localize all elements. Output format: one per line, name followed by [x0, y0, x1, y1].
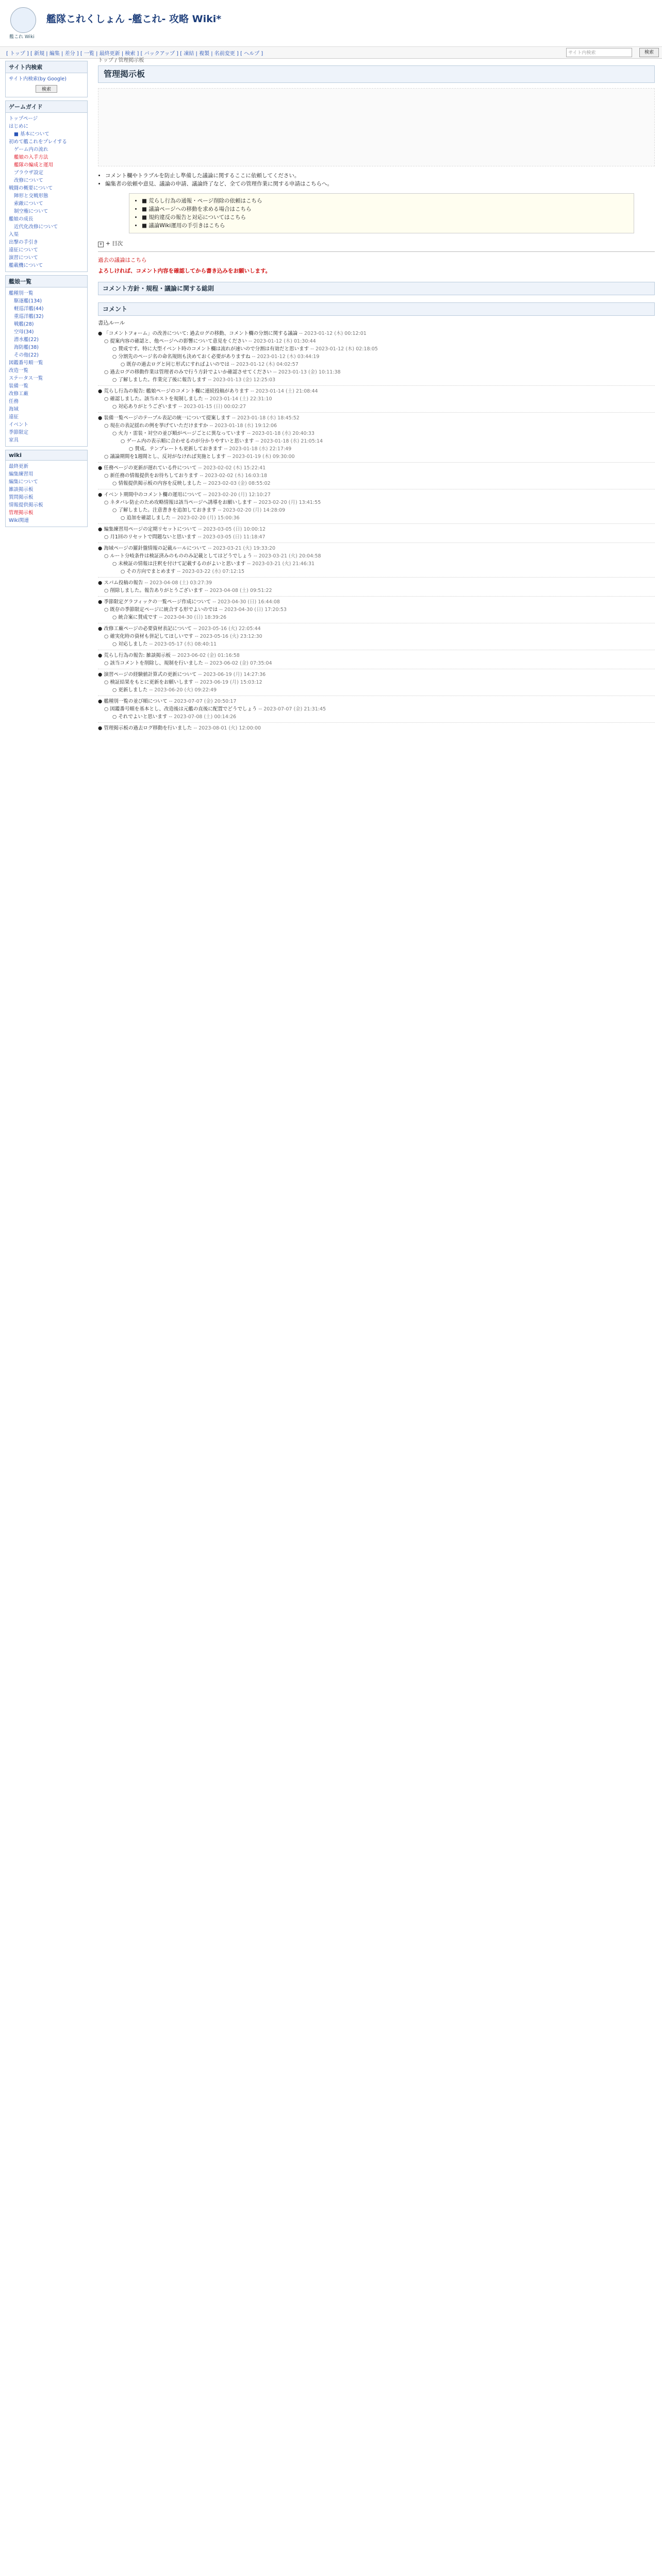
- sidebar-link[interactable]: ブラウザ設定: [14, 170, 44, 176]
- search-input[interactable]: サイト内検索: [566, 48, 632, 57]
- comment-text: 新任務の情報提供をお待ちしております: [110, 473, 198, 479]
- bullet-icon: ○: [104, 369, 110, 375]
- breadcrumb[interactable]: トップ / 管理掲示板: [98, 58, 144, 63]
- sidebar-link[interactable]: 潜水艦(22): [14, 337, 39, 343]
- comment-item[interactable]: [98, 464, 655, 472]
- sidebar-link[interactable]: 軽巡洋艦(44): [14, 306, 44, 312]
- comment-date: -- 2023-02-02 (木) 16:03:18: [200, 473, 268, 479]
- comment-text: 検証結果をもとに更新をお願いします: [110, 680, 193, 685]
- sidebar-link[interactable]: 海防艦(38): [14, 345, 39, 350]
- bullet-icon: ●: [98, 599, 104, 605]
- comment-date: -- 2023-02-02 (木) 15:22:41: [198, 465, 266, 471]
- comment-text: その方向でまとめます: [126, 569, 176, 574]
- sidebar-link[interactable]: 遠征: [9, 414, 19, 420]
- notice-box-list: [134, 197, 630, 230]
- comment-separator: [98, 385, 655, 386]
- bullet-icon: ●: [98, 331, 104, 336]
- comment-text: 荒らし行為の報告: 雑談掲示板: [104, 653, 171, 658]
- sidebar-link[interactable]: 任務: [9, 399, 19, 404]
- comment-item[interactable]: [98, 361, 655, 368]
- sidebar-link[interactable]: 近代化改修について: [14, 224, 58, 230]
- comment-separator: [98, 462, 655, 463]
- comment-separator: [98, 523, 655, 524]
- section-comments: コメント: [98, 302, 655, 316]
- comment-text: イベント期間中のコメント欄の運用について: [104, 492, 202, 498]
- sidebar-link[interactable]: 装備一覧: [9, 383, 29, 389]
- comment-item[interactable]: [98, 579, 655, 587]
- toc-label: + 目次: [106, 241, 123, 247]
- comment-date: -- 2023-06-02 (金) 07:35:04: [204, 660, 272, 666]
- comments-header[interactable]: 書込ルール: [98, 320, 125, 326]
- sidebar-link[interactable]: 最終更新: [9, 464, 29, 469]
- sidebar-search-label: サイト内検索(by Google): [9, 76, 67, 82]
- sidebar-link[interactable]: ■ 基本について: [14, 131, 49, 137]
- comment-date: -- 2023-05-17 (水) 08:40:11: [149, 641, 217, 647]
- comment-date: -- 2023-04-08 (土) 03:27:39: [144, 580, 212, 586]
- sidebar-misc-head: wiki: [6, 450, 87, 461]
- bullet-icon: ●: [98, 492, 104, 498]
- bullet-icon: ●: [98, 527, 104, 532]
- comment-date: -- 2023-07-08 (土) 00:14:26: [169, 714, 237, 720]
- sidebar-link[interactable]: 空母(34): [14, 329, 34, 335]
- sidebar-link[interactable]: 艦娘の入手方法: [14, 155, 48, 160]
- comment-text: 過去ログの移動作業は管理者のみで行う方針でよいか確認させてください: [110, 369, 272, 375]
- sidebar-link[interactable]: 艦娘の成長: [9, 216, 34, 222]
- notice-box-link[interactable]: • ■ 議論ページへの移動を求める場合はこちら: [142, 205, 630, 213]
- sidebar-link[interactable]: ステータス一覧: [9, 376, 43, 381]
- bullet-icon: ●: [98, 388, 104, 394]
- bullet-icon: ●: [98, 725, 104, 731]
- sidebar-link[interactable]: はじめに: [9, 124, 29, 129]
- bullet-icon: ○: [112, 561, 119, 567]
- sidebar-link[interactable]: 戦闘の概要について: [9, 185, 53, 191]
- comment-date: -- 2023-04-30 (日) 17:20:53: [219, 607, 287, 613]
- comment-item[interactable]: [98, 679, 655, 686]
- comment-item[interactable]: [98, 330, 655, 337]
- bullet-icon: ○: [112, 481, 119, 486]
- comment-text: 分割先のページ名の命名規則も決めておく必要がありますね: [118, 354, 251, 360]
- comment-item[interactable]: [98, 633, 655, 640]
- sidebar-nav-list: [6, 113, 87, 272]
- comment-text: 既存の過去ログと同じ形式にすればよいのでは: [126, 362, 230, 367]
- sidebar-link[interactable]: 編集練習用: [9, 471, 34, 477]
- sidebar-link[interactable]: 家具: [9, 437, 19, 443]
- comment-date: -- 2023-01-18 (水) 19:12:06: [209, 423, 277, 429]
- bullet-icon: ○: [121, 569, 127, 574]
- comment-text: 管理掲示板の過去ログ移動を行いました: [104, 725, 192, 731]
- comment-text: 賛成。テンプレートも更新しておきます: [135, 446, 223, 452]
- red-note: よろしければ、コメント内容を確認してから書き込みをお願いします。: [98, 268, 271, 274]
- page-title: 管理掲示板: [98, 65, 655, 83]
- comment-date: -- 2023-03-21 (火) 19:33:20: [208, 546, 275, 551]
- search-button[interactable]: 検索: [639, 48, 659, 57]
- notice-item: • コメント欄やトラブルを防止し準備した議論に関するここに依頼してください。: [105, 172, 655, 180]
- comment-text: ネタバレ防止のため攻略情報は該当ページへ誘導をお願いします: [110, 500, 252, 505]
- comment-text: 追加を確認しました: [126, 515, 171, 521]
- bullet-icon: ●: [98, 415, 104, 421]
- comment-item[interactable]: [98, 526, 655, 533]
- sidebar-link[interactable]: 演習について: [9, 255, 38, 261]
- bullet-icon: ○: [104, 473, 110, 479]
- sidebar-misc-box: [5, 450, 88, 527]
- comment-date: -- 2023-01-12 (木) 01:30:44: [248, 338, 316, 344]
- bullet-icon: ○: [121, 515, 127, 521]
- bullet-icon: ○: [112, 641, 119, 647]
- comment-date: -- 2023-07-07 (金) 20:50:17: [169, 699, 237, 704]
- sidebar-link[interactable]: トップページ: [9, 116, 38, 122]
- comment-date: -- 2023-01-14 (土) 21:08:44: [250, 388, 318, 394]
- sidebar-link[interactable]: 初めて艦これをプレイする: [9, 139, 67, 145]
- site-logo[interactable]: [10, 7, 36, 33]
- comment-separator: [98, 596, 655, 597]
- sidebar-link[interactable]: Wiki関連: [9, 518, 29, 523]
- ad-banner: [98, 88, 655, 166]
- bullet-icon: ○: [104, 680, 110, 685]
- comment-text: 任務ページの更新が遅れている件について: [104, 465, 197, 471]
- top-menu-links[interactable]: [ トップ ] [ 新規 | 編集 | 差分 ] [ 一覧 | 最終更新 | 検索 ] [ バックアップ ] [ 凍結 | 複製 | 名前変更 ] [ ヘルプ ]: [6, 51, 263, 57]
- comment-date: -- 2023-03-21 (火) 20:04:58: [253, 553, 321, 559]
- comment-list: [98, 330, 655, 732]
- comment-item[interactable]: [98, 568, 655, 575]
- main-content: [98, 56, 655, 732]
- sidebar-link[interactable]: その他(22): [14, 352, 39, 358]
- sidebar-link[interactable]: ゲーム内の流れ: [14, 147, 48, 152]
- sidebar-link[interactable]: 索敵について: [14, 201, 43, 207]
- comment-date: -- 2023-01-18 (水) 22:17:49: [224, 446, 292, 452]
- comment-text: 了解しました。作業完了後に報告します: [118, 377, 207, 383]
- comment-item[interactable]: [98, 422, 655, 430]
- sidebar-link[interactable]: 改修工廠: [9, 391, 29, 397]
- bullet-icon: ○: [112, 404, 119, 410]
- bullet-icon: ○: [104, 534, 110, 540]
- divider: [98, 251, 655, 252]
- comment-item[interactable]: [98, 506, 655, 514]
- comment-date: -- 2023-01-18 (水) 20:40:33: [247, 431, 315, 436]
- comment-date: -- 2023-01-15 (日) 00:02:27: [178, 404, 246, 410]
- notice-box-link[interactable]: • ■ 荒らし行為の通報・ページ削除の依頼はこちら: [142, 197, 630, 205]
- comment-item[interactable]: [98, 587, 655, 595]
- sidebar-misc-list: [6, 461, 87, 527]
- comment-text: 該当コメントを削除し、規制を行いました: [110, 660, 203, 666]
- sidebar-link[interactable]: 制空権について: [14, 209, 48, 214]
- comment-text: 月1回のリセットで問題ないと思います: [110, 534, 196, 540]
- bullet-icon: ○: [129, 446, 135, 452]
- sidebar-nav-box: [5, 100, 88, 272]
- sidebar-link[interactable]: 陣形と交戦形態: [14, 193, 48, 199]
- comment-date: -- 2023-03-05 (日) 11:18:47: [197, 534, 266, 540]
- bullet-icon: ●: [98, 699, 104, 704]
- comment-text: 未検証の情報は注釈を付けて記載するのがよいと思います: [118, 561, 246, 567]
- comment-date: -- 2023-01-19 (木) 09:30:00: [227, 454, 295, 460]
- comment-date: -- 2023-02-20 (月) 14:28:09: [218, 507, 286, 513]
- comment-item[interactable]: [98, 713, 655, 721]
- comment-date: -- 2023-02-20 (月) 15:00:36: [172, 515, 240, 521]
- comment-date: -- 2023-01-18 (水) 21:05:14: [255, 438, 323, 444]
- sidebar-link[interactable]: 入渠: [9, 232, 19, 238]
- comment-item[interactable]: [98, 533, 655, 541]
- comment-item[interactable]: [98, 472, 655, 480]
- sidebar-link[interactable]: 出撃の手引き: [9, 240, 39, 245]
- comment-date: -- 2023-05-16 (火) 23:12:30: [194, 634, 262, 639]
- comment-item[interactable]: [98, 514, 655, 522]
- logo-text: 艦これ Wiki: [9, 35, 35, 40]
- sidebar-link[interactable]: 管理掲示板: [9, 510, 34, 516]
- bullet-icon: ○: [104, 588, 110, 594]
- comment-date: -- 2023-03-21 (火) 21:46:31: [247, 561, 315, 567]
- comment-text: それでよいと思います: [118, 714, 168, 720]
- bullet-icon: ○: [104, 396, 110, 402]
- comment-date: -- 2023-01-12 (木) 00:12:01: [299, 331, 367, 336]
- comment-item[interactable]: [98, 445, 655, 453]
- comment-date: -- 2023-06-02 (金) 01:16:58: [172, 653, 240, 658]
- bullet-icon: ○: [112, 615, 119, 620]
- comment-separator: [98, 412, 655, 413]
- past-log-link[interactable]: 過去の議論はこちら: [98, 257, 147, 263]
- comment-separator: [98, 722, 655, 723]
- comment-item[interactable]: [98, 368, 655, 376]
- comment-text: 図鑑番号順を基本とし、改造後は元艦の直後に配置でどうでしょう: [110, 706, 257, 712]
- bullet-icon: ●: [98, 626, 104, 632]
- comment-date: -- 2023-04-30 (日) 18:39:26: [159, 615, 227, 620]
- comment-item[interactable]: [98, 614, 655, 621]
- sidebar-link[interactable]: 編集について: [9, 479, 38, 485]
- comment-item[interactable]: [98, 437, 655, 445]
- comment-date: -- 2023-03-05 (日) 10:00:12: [198, 527, 266, 532]
- bullet-icon: ○: [104, 634, 110, 639]
- bullet-icon: ●: [98, 653, 104, 658]
- comment-text: 現在の表記揺れの例を挙げていただけますか: [110, 423, 208, 429]
- sidebar-ref-list: [6, 287, 87, 446]
- bullet-icon: ○: [112, 354, 119, 360]
- comment-date: -- 2023-04-08 (土) 09:51:22: [204, 588, 272, 594]
- comment-item[interactable]: [98, 353, 655, 361]
- bullet-icon: ○: [104, 338, 110, 344]
- toc-toggle[interactable]: [98, 240, 655, 247]
- comment-item[interactable]: [98, 705, 655, 713]
- comment-text: ルート分岐条件は検証済みのもののみ記載としてはどうでしょう: [110, 553, 252, 559]
- notice-item: • 編集者の依頼や意見、議論の申請、議論終了など、全ての管理作業に関する申請はこちらへ。: [105, 180, 655, 188]
- comment-item[interactable]: [98, 598, 655, 606]
- bullet-icon: ○: [104, 553, 110, 559]
- sidebar-link[interactable]: 艦隊の編成と運用: [14, 162, 54, 168]
- sidebar-search-box: [5, 61, 88, 97]
- comment-text: 「コメントフォーム」の改善について: 過去ログの移動、コメント欄の分割に関する議論: [104, 331, 298, 336]
- comment-item[interactable]: [98, 698, 655, 705]
- sidebar-nav-head: ゲームガイド: [6, 101, 87, 113]
- comment-item[interactable]: [98, 376, 655, 384]
- notice-box-link[interactable]: • ■ 規約違反の報告と対応についてはこちら: [142, 213, 630, 222]
- notice-list: [105, 172, 655, 188]
- comment-item[interactable]: [98, 545, 655, 552]
- comment-item[interactable]: [98, 430, 655, 437]
- bullet-icon: ○: [104, 660, 110, 666]
- comment-date: -- 2023-01-12 (木) 03:44:19: [252, 354, 320, 360]
- sidebar-link[interactable]: 図鑑番号順一覧: [9, 360, 43, 366]
- comment-item[interactable]: [98, 453, 655, 461]
- comment-text: スパム投稿の報告: [104, 580, 143, 586]
- comment-text: 対応ありがとうございます: [118, 404, 177, 410]
- comment-text: 更新しました: [118, 687, 148, 693]
- bullet-icon: ○: [112, 714, 119, 720]
- sidebar-link[interactable]: 戦艦(28): [14, 321, 34, 327]
- sidebar-link[interactable]: 季節限定: [9, 430, 29, 435]
- comment-date: -- 2023-06-20 (火) 09:22:49: [149, 687, 217, 693]
- bullet-icon: ○: [112, 377, 119, 383]
- comment-date: -- 2023-01-14 (土) 22:31:10: [204, 396, 272, 402]
- bullet-icon: ○: [104, 423, 110, 429]
- sidebar-search-button[interactable]: 検索: [36, 85, 57, 93]
- comment-date: -- 2023-01-18 (水) 18:45:52: [232, 415, 300, 421]
- comment-item[interactable]: [98, 560, 655, 568]
- comment-date: -- 2023-07-07 (金) 21:31:45: [258, 706, 326, 712]
- comment-date: -- 2023-01-12 (木) 04:02:57: [231, 362, 299, 367]
- section-rules: コメント方針・規程・議論に関する総則: [98, 282, 655, 295]
- sidebar-link[interactable]: 遠征について: [9, 247, 38, 253]
- comment-item[interactable]: [98, 403, 655, 411]
- comment-date: -- 2023-06-19 (月) 14:27:36: [198, 672, 266, 677]
- comment-item[interactable]: [98, 337, 655, 345]
- comment-text: 議論期間を1週間とし、反対がなければ実施とします: [110, 454, 226, 460]
- sidebar-link[interactable]: 改造一覧: [9, 368, 29, 374]
- bullet-icon: ●: [98, 580, 104, 586]
- comment-text: 季節限定グラフィックの一覧ページ作成について: [104, 599, 211, 605]
- expand-icon: +: [98, 242, 104, 247]
- comment-text: ゲーム内の表示順に合わせるのが分かりやすいと思います: [126, 438, 254, 444]
- comment-date: -- 2023-01-13 (金) 10:11:38: [273, 369, 341, 375]
- sidebar-ref-head: 艦娘一覧: [6, 276, 87, 287]
- bullet-icon: ●: [98, 465, 104, 471]
- comment-text: 了解しました。注意書きを追加しておきます: [118, 507, 217, 513]
- comment-text: 編集練習用ページの定期リセットについて: [104, 527, 197, 532]
- comment-item[interactable]: [98, 491, 655, 499]
- comment-date: -- 2023-01-12 (木) 02:18:05: [310, 346, 378, 352]
- bullet-icon: ○: [121, 438, 127, 444]
- bullet-icon: ○: [104, 706, 110, 712]
- comment-date: -- 2023-02-20 (月) 12:10:27: [203, 492, 271, 498]
- comment-item[interactable]: [98, 606, 655, 614]
- comment-text: 対応しました: [118, 641, 148, 647]
- comment-text: 確実化時の資材も併記してほしいです: [110, 634, 193, 639]
- comment-text: 改修工廠ページの必要資材表記について: [104, 626, 192, 632]
- comment-date: -- 2023-05-16 (火) 22:05:44: [193, 626, 261, 632]
- comment-item[interactable]: [98, 395, 655, 403]
- sidebar-link[interactable]: 改修について: [14, 178, 43, 183]
- bullet-icon: ●: [98, 672, 104, 677]
- comment-item[interactable]: [98, 480, 655, 487]
- bullet-icon: ○: [112, 687, 119, 693]
- comment-item[interactable]: [98, 671, 655, 679]
- sidebar-link[interactable]: 雑談掲示板: [9, 487, 34, 493]
- bullet-icon: ○: [121, 362, 127, 367]
- sidebar-link[interactable]: 艦種別一覧: [9, 291, 34, 296]
- comment-item[interactable]: [98, 387, 655, 395]
- comment-date: -- 2023-03-22 (水) 07:12:15: [177, 569, 245, 574]
- sidebar: [5, 61, 88, 530]
- bullet-icon: ○: [104, 454, 110, 460]
- bullet-icon: ○: [104, 500, 110, 505]
- notice-box: [129, 193, 634, 233]
- comment-date: -- 2023-06-19 (月) 15:03:12: [194, 680, 262, 685]
- comment-text: 艦種別一覧の並び順について: [104, 699, 168, 704]
- sidebar-search-head: サイト内検索: [6, 61, 87, 73]
- sidebar-link[interactable]: 情報提供掲示板: [9, 502, 43, 508]
- comment-date: -- 2023-02-03 (金) 08:55:02: [203, 481, 271, 486]
- comment-text: 確認しました。該当ホストを規制しました: [110, 396, 203, 402]
- comment-date: -- 2023-02-20 (月) 13:41:55: [253, 500, 321, 505]
- comment-text: 提案内容の確認と、他ページへの影響について意見をください: [110, 338, 247, 344]
- sidebar-link[interactable]: 質問掲示板: [9, 495, 34, 500]
- comment-text: 賛成です。特に大型イベント時のコメント欄は流れが速いので分割は有効だと思います: [118, 346, 309, 352]
- comment-text: 削除しました。報告ありがとうございます: [110, 588, 203, 594]
- comment-item[interactable]: [98, 499, 655, 506]
- comment-item[interactable]: [98, 640, 655, 648]
- comment-separator: [98, 577, 655, 578]
- comment-text: 情報提供掲示板の内容を反映しました: [118, 481, 202, 486]
- sidebar-link[interactable]: 海域: [9, 406, 19, 412]
- comment-item[interactable]: [98, 414, 655, 422]
- sidebar-link[interactable]: 駆逐艦(134): [14, 298, 42, 304]
- bullet-icon: ○: [112, 346, 119, 352]
- comment-item[interactable]: [98, 625, 655, 633]
- sidebar-link[interactable]: 重巡洋艦(32): [14, 314, 44, 319]
- comment-date: -- 2023-04-30 (日) 16:44:08: [212, 599, 280, 605]
- comment-item[interactable]: [98, 686, 655, 694]
- site-header: [0, 0, 662, 47]
- bullet-icon: ○: [112, 507, 119, 513]
- comment-item[interactable]: [98, 724, 655, 732]
- sidebar-link[interactable]: 艦載機について: [9, 263, 43, 268]
- bullet-icon: ○: [104, 607, 110, 613]
- comment-text: 海域ページの羅針盤情報の記載ルールについて: [104, 546, 207, 551]
- notice-box-link[interactable]: • ■ 議論Wiki運用の手引きはこちら: [142, 222, 630, 230]
- comment-text: 荒らし行為の報告: 艦娘ページのコメント欄に連続投稿があります: [104, 388, 249, 394]
- comment-item[interactable]: [98, 345, 655, 353]
- comment-item[interactable]: [98, 652, 655, 659]
- comment-date: -- 2023-08-01 (火) 12:00:00: [193, 725, 261, 731]
- comment-text: 火力・雷装・対空の並び順がページごとに異なっています: [118, 431, 246, 436]
- site-title[interactable]: 艦隊これくしょん -艦これ- 攻略 Wiki*: [46, 13, 222, 25]
- sidebar-ref-box: [5, 275, 88, 447]
- comment-text: 演習ページの経験値計算式の更新について: [104, 672, 197, 677]
- comment-date: -- 2023-01-13 (金) 12:25:03: [208, 377, 276, 383]
- sidebar-link[interactable]: イベント: [9, 422, 29, 428]
- bullet-icon: ○: [112, 431, 119, 436]
- bullet-icon: ●: [98, 546, 104, 551]
- comment-text: 既存の季節限定ページに統合する形でよいのでは: [110, 607, 218, 613]
- comment-item[interactable]: [98, 659, 655, 667]
- comment-text: 装備一覧ページのテーブル表記の統一について提案します: [104, 415, 231, 421]
- comment-item[interactable]: [98, 552, 655, 560]
- comment-text: 統合案に賛成です: [118, 615, 158, 620]
